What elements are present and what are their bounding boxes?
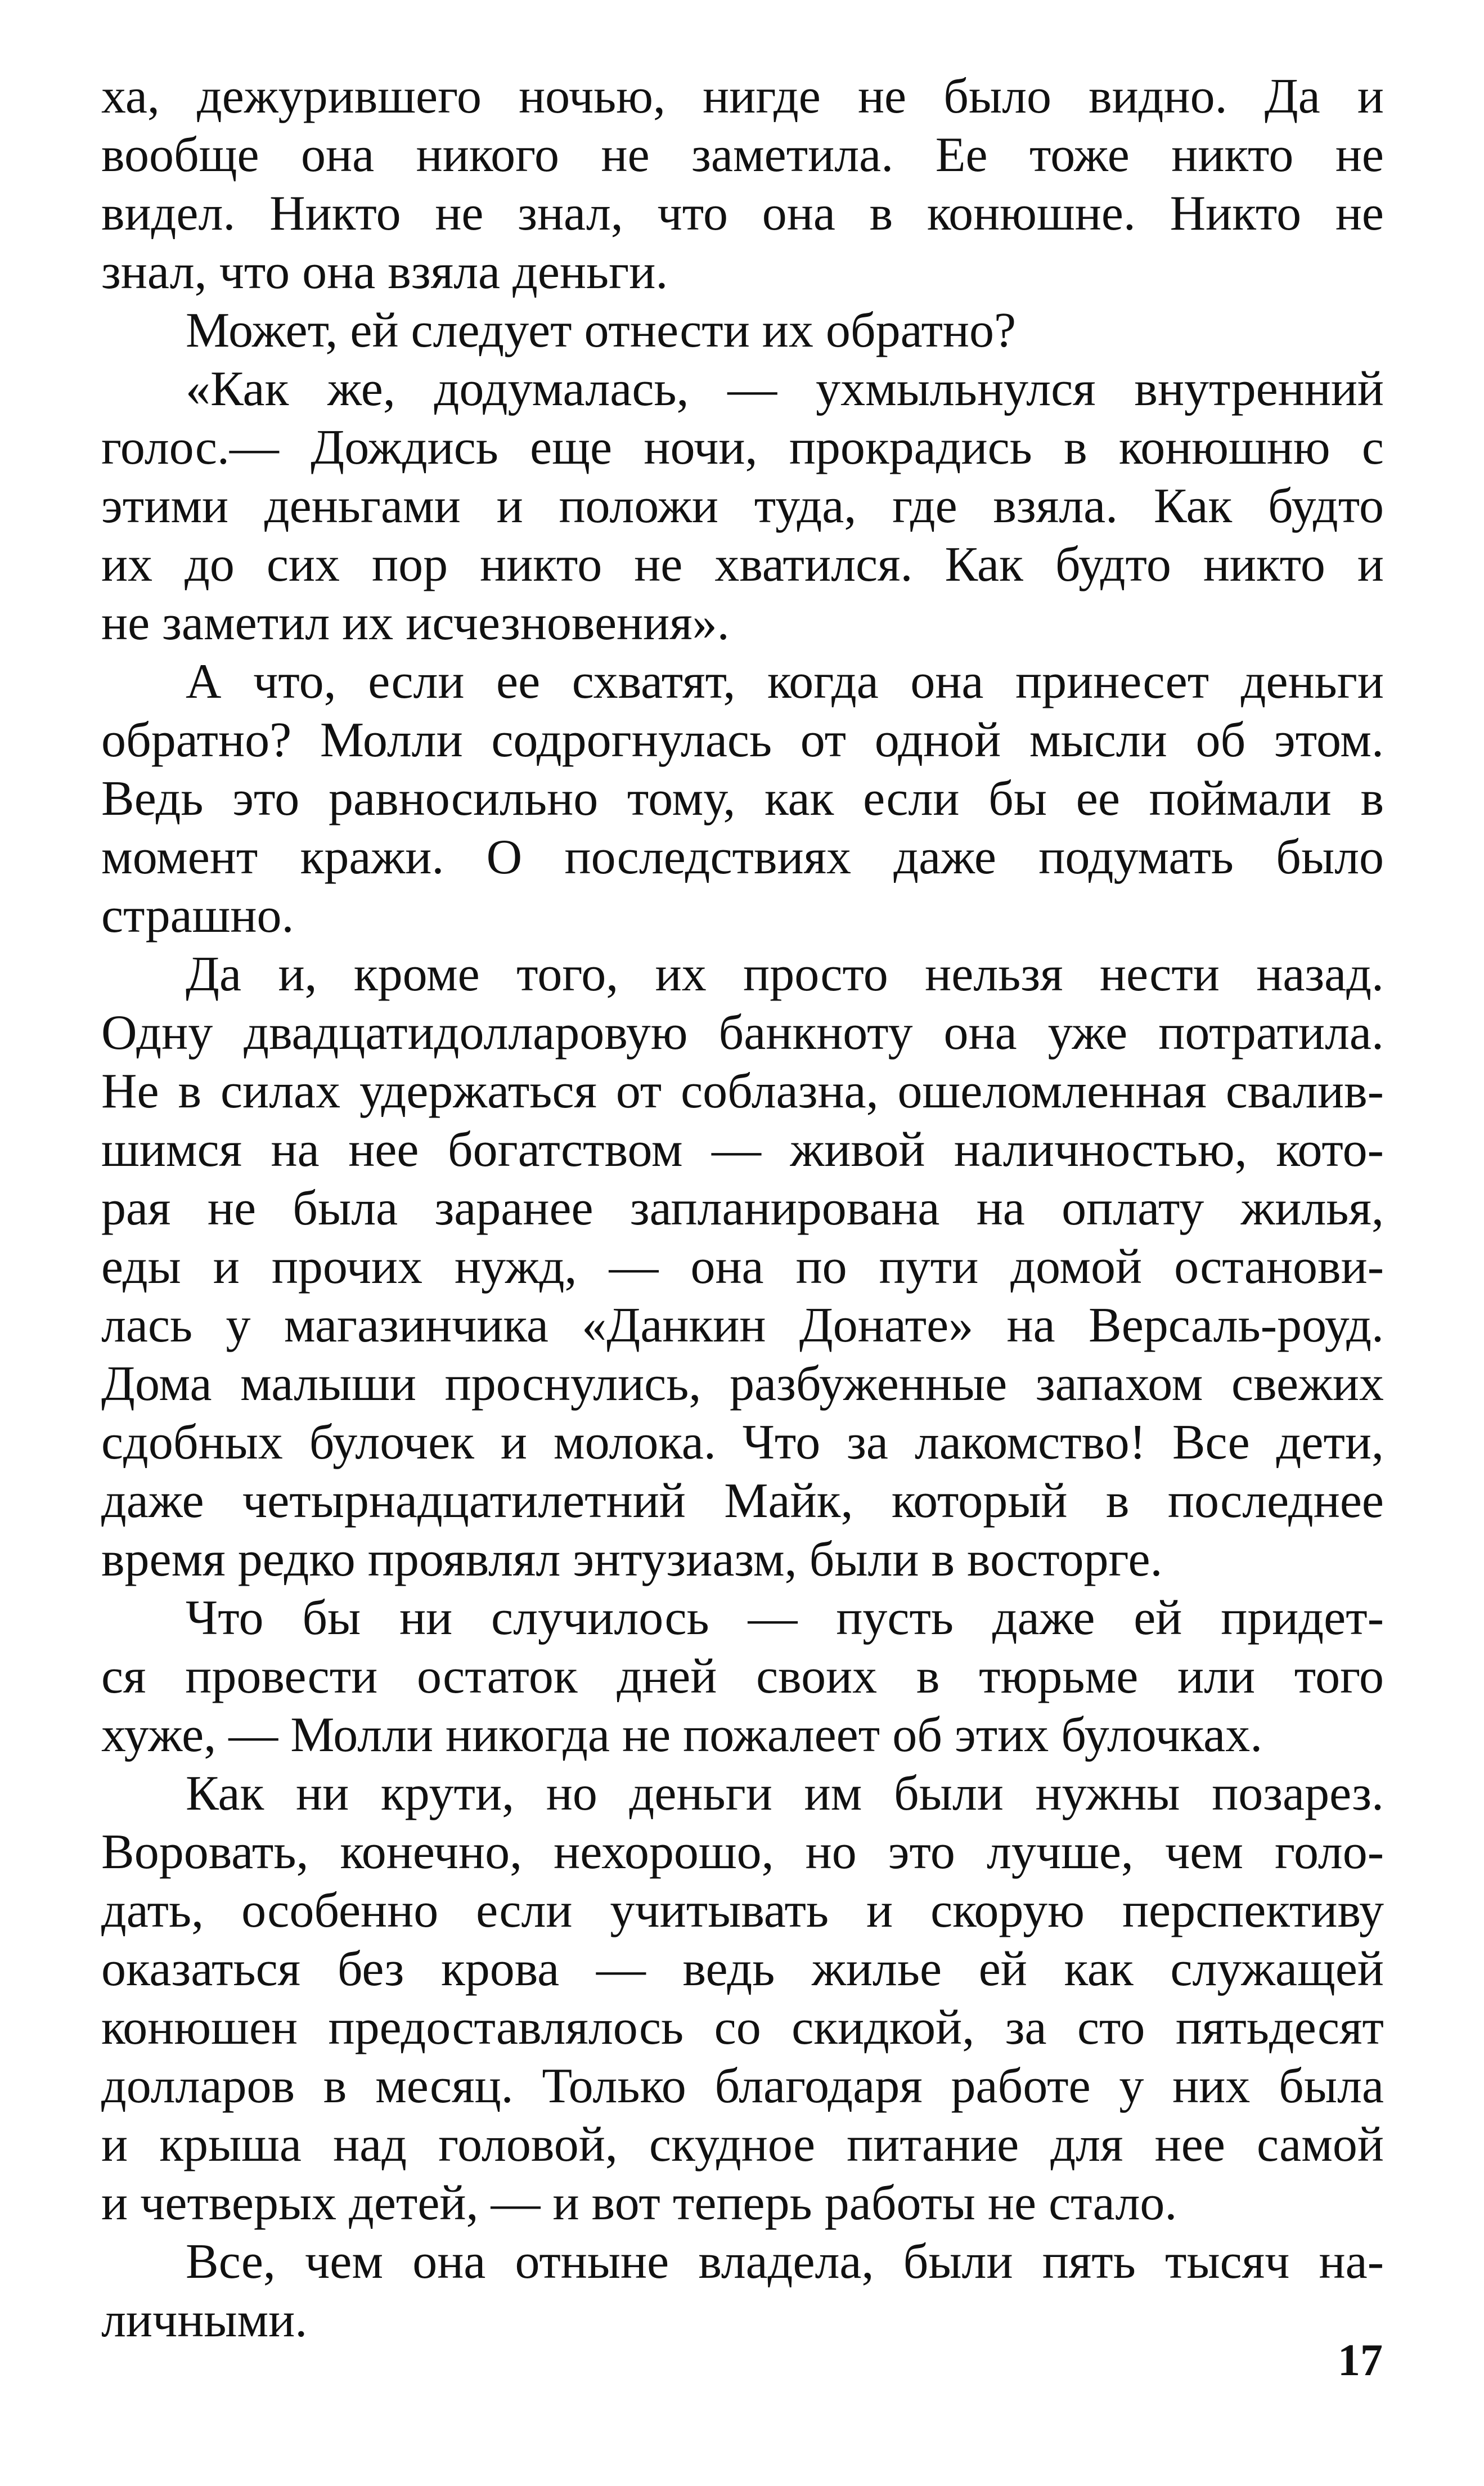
text-line: Воровать, конечно, нехорошо, но это лучше, чем голо- [101,1825,1384,1879]
paragraph [101,2233,1384,2350]
text-line: А что, если ее схватят, когда она принесет деньги [186,654,1384,709]
text-line: Как ни крути, но деньги им были нужны позарез. [186,1766,1384,1821]
text-line: момент кражи. О последствиях даже подумать было [101,830,1384,885]
text-line: Все, чем она отныне владела, были пять тысяч на- [186,2234,1384,2289]
text-line: конюшен предоставлялось со скидкой, за сто пятьдесят [101,2000,1384,2055]
text-line: ся провести остаток дней своих в тюрьме или того [101,1649,1384,1704]
text-line: Что бы ни случилось — пусть даже ей придет- [186,1591,1384,1645]
paragraph [101,360,1384,653]
paragraph [101,302,1384,360]
text-line: личными. [101,2293,308,2348]
text-line: этими деньгами и положи туда, где взяла. Как будто [101,479,1384,533]
text-line: сдобных булочек и молока. Что за лакомство! Все дети, [101,1415,1384,1470]
text-line: даже четырнадцатилетний Майк, который в последнее [101,1474,1384,1528]
text-line: долларов в месяц. Только благодаря работе у них была [101,2059,1384,2113]
text-line: Да и, кроме того, их просто нельзя нести назад. [186,947,1384,1002]
text-line: знал, что она взяла деньги. [101,245,668,299]
text-line: лась у магазинчика «Данкин Донате» на Версаль-роуд. [101,1298,1384,1353]
text-line: еды и прочих нужд, — она по пути домой останови- [101,1240,1384,1294]
page-number: 17 [1338,2336,1383,2385]
body-text [101,68,1384,2350]
text-line: «Как же, додумалась, — ухмыльнулся внутренний [186,362,1384,416]
paragraph [101,653,1384,945]
text-line: и четверых детей, — и вот теперь работы не стало. [101,2176,1177,2231]
text-line: страшно. [101,889,294,943]
text-line: не заметил их исчезновения». [101,596,730,650]
text-line: Может, ей следует отнести их обратно? [186,303,1017,358]
text-line: их до сих пор никто не хватился. Как будто никто и [101,537,1384,592]
text-line: Дома малыши проснулись, разбуженные запахом свежих [101,1357,1384,1411]
text-line: дать, особенно если учитывать и скорую перспективу [101,1883,1384,1938]
text-line: Не в силах удержаться от соблазна, ошеломленная свалив- [101,1064,1384,1119]
text-line: хуже, — Молли никогда не пожалеет об этих булочках. [101,1708,1263,1762]
paragraph [101,945,1384,1589]
text-line: Одну двадцатидолларовую банкноту она уже потратила. [101,1006,1384,1060]
text-line: голос.— Дождись еще ночи, прокрадись в конюшню с [101,420,1384,475]
text-line: время редко проявлял энтузиазм, были в восторге. [101,1532,1163,1587]
text-line: шимся на нее богатством — живой наличностью, кото- [101,1123,1384,1177]
text-line: ха, дежурившего ночью, нигде не было видно. Да и [101,69,1384,124]
text-line: рая не была заранее запланирована на оплату жилья, [101,1181,1384,1236]
text-line: Ведь это равносильно тому, как если бы ее поймали в [101,771,1384,826]
text-line: обратно? Молли содрогнулась от одной мысли об этом. [101,713,1384,768]
text-line: оказаться без крова — ведь жилье ей как служащей [101,1942,1384,1996]
paragraph [101,1765,1384,2233]
text-line: видел. Никто не знал, что она в конюшне. Никто не [101,186,1384,241]
text-line: вообще она никого не заметила. Ее тоже никто не [101,128,1384,182]
paragraph [101,1589,1384,1765]
text-line: и крыша над головой, скудное питание для нее самой [101,2117,1384,2172]
paragraph [101,68,1384,302]
